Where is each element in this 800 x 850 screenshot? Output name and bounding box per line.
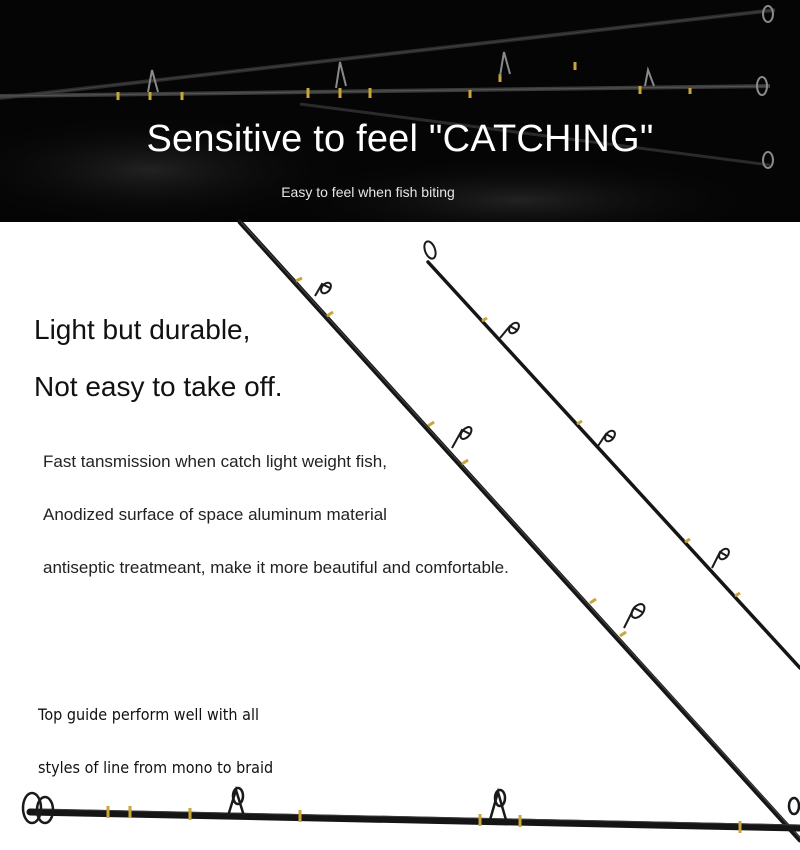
- banner-title: Sensitive to feel "CATCHING": [146, 118, 654, 160]
- feature-heading-line2: Not easy to take off.: [34, 371, 283, 402]
- top-guide-note-line2: styles of line from mono to braid: [38, 758, 274, 777]
- feature-heading-line1: Light but durable,: [34, 314, 251, 345]
- top-guide-note-line1: Top guide perform well with all: [38, 705, 259, 724]
- banner-subtitle: Easy to feel when fish biting: [281, 184, 455, 200]
- feature-point-1: Fast tansmission when catch light weight fish,: [43, 452, 387, 471]
- feature-point-2: Anodized surface of space aluminum material: [43, 505, 387, 524]
- feature-point-3: antiseptic treatmeant, make it more beautiful and comfortable.: [43, 558, 509, 577]
